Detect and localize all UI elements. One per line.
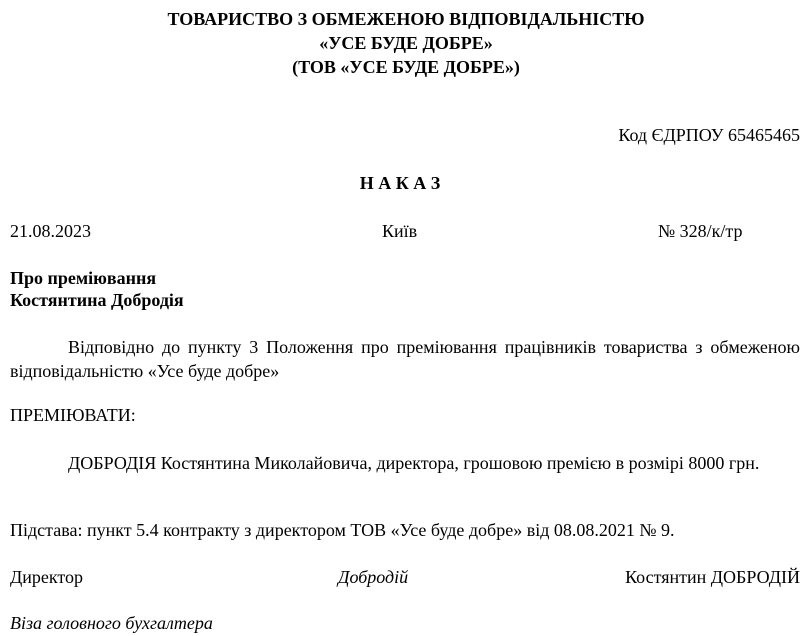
signature-name: Костянтин ДОБРОДІЙ (625, 567, 800, 587)
company-name-line1: ТОВАРИСТВО З ОБМЕЖЕНОЮ ВІДПОВІДАЛЬНІСТЮ (167, 9, 645, 29)
grounds-line: Підстава: пункт 5.4 контракту з директором ТОВ «Усе буде добре» від 08.08.2021 № 9. (10, 520, 675, 540)
document-title: Н А К А З (359, 173, 441, 193)
company-short-name: (ТОВ «УСЕ БУДЕ ДОБРЕ») (292, 57, 520, 77)
order-directive: ПРЕМІЮВАТИ: (10, 405, 136, 425)
signature-position: Директор (10, 567, 84, 587)
basis-paragraph: Відповідно до пункту 3 Положення про преміювання працівників товариства з обмеженою відповідальністю «Усе буде добре» (10, 337, 800, 381)
accountant-visa: Віза головного бухгалтера (10, 613, 213, 633)
subject-line1: Про преміювання (10, 268, 157, 288)
edrpou-code: Код ЄДРПОУ 65465465 (618, 125, 800, 145)
subject-line2: Костянтина Добродія (10, 290, 184, 310)
signature-handwritten: Добродій (338, 567, 409, 587)
company-name-line2: «УСЕ БУДЕ ДОБРЕ» (319, 33, 493, 53)
order-number: № 328/к/тр (658, 221, 743, 241)
order-paragraph: ДОБРОДІЯ Костянтина Миколайовича, директора, грошовою премією в розмірі 8000 грн. (68, 453, 760, 473)
order-city: Київ (382, 221, 418, 241)
order-date: 21.08.2023 (10, 221, 91, 241)
